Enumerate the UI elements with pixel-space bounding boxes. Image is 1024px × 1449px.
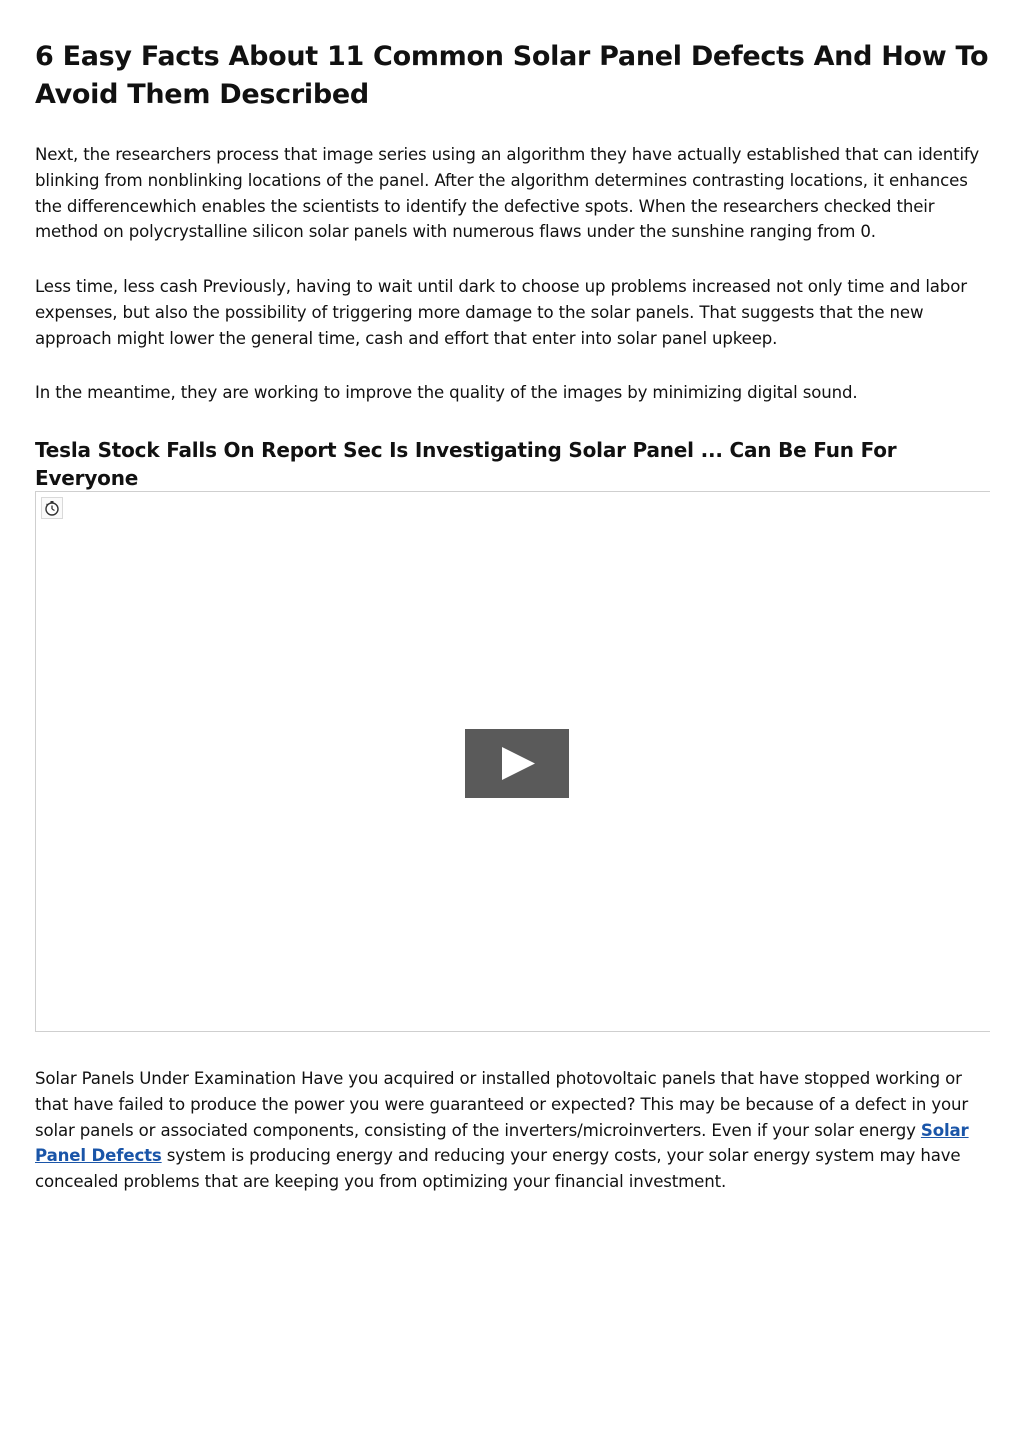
paragraph-2: Less time, less cash Previously, having to wait until dark to choose up problems increased not only time and labor expenses, but also the possibility of triggering more damage to the solar panels. That suggests that the new approach might lower the general time, cash and effort that enter into solar panel upkeep. [35, 277, 967, 348]
section-heading: Tesla Stock Falls On Report Sec Is Investigating Solar Panel ... Can Be Fun For Everyone [35, 438, 897, 490]
paragraph-4 [35, 1066, 990, 1195]
clock-icon[interactable] [41, 497, 63, 519]
paragraph-1: Next, the researchers process that image series using an algorithm they have actually established that can identify blinking from nonblinking locations of the panel. After the algorithm determines contrasting locations, it enhances the differencewhich enables the scientists to identify the defective spots. When the researchers checked their method on polycrystalline silicon solar panels with numerous flaws under the sunshine ranging from 0. [35, 145, 979, 242]
solar-panel-defects-link[interactable]: Solar Panel Defects [35, 1120, 969, 1166]
page-title: 6 Easy Facts About 11 Common Solar Panel Defects And How To Avoid Them Described [35, 41, 989, 110]
play-button[interactable] [465, 729, 569, 798]
paragraph-4-text-start: Solar Panels Under Examination Have you acquired or installed photovoltaic panels that have stopped working or that have failed to produce the power you were guaranteed or expected? This may be because of a defect in your solar panels or associated components, consisting of the inverters/microinverters. Even if your solar energy [35, 1069, 969, 1140]
play-icon [465, 729, 569, 798]
paragraph-3: In the meantime, they are working to improve the quality of the images by minimizing digital sound. [35, 383, 858, 402]
paragraph-4-text-end: system is producing energy and reducing your energy costs, your solar energy system may have concealed problems that are keeping you from optimizing your financial investment. [35, 1146, 961, 1192]
video-player[interactable] [35, 491, 990, 1032]
